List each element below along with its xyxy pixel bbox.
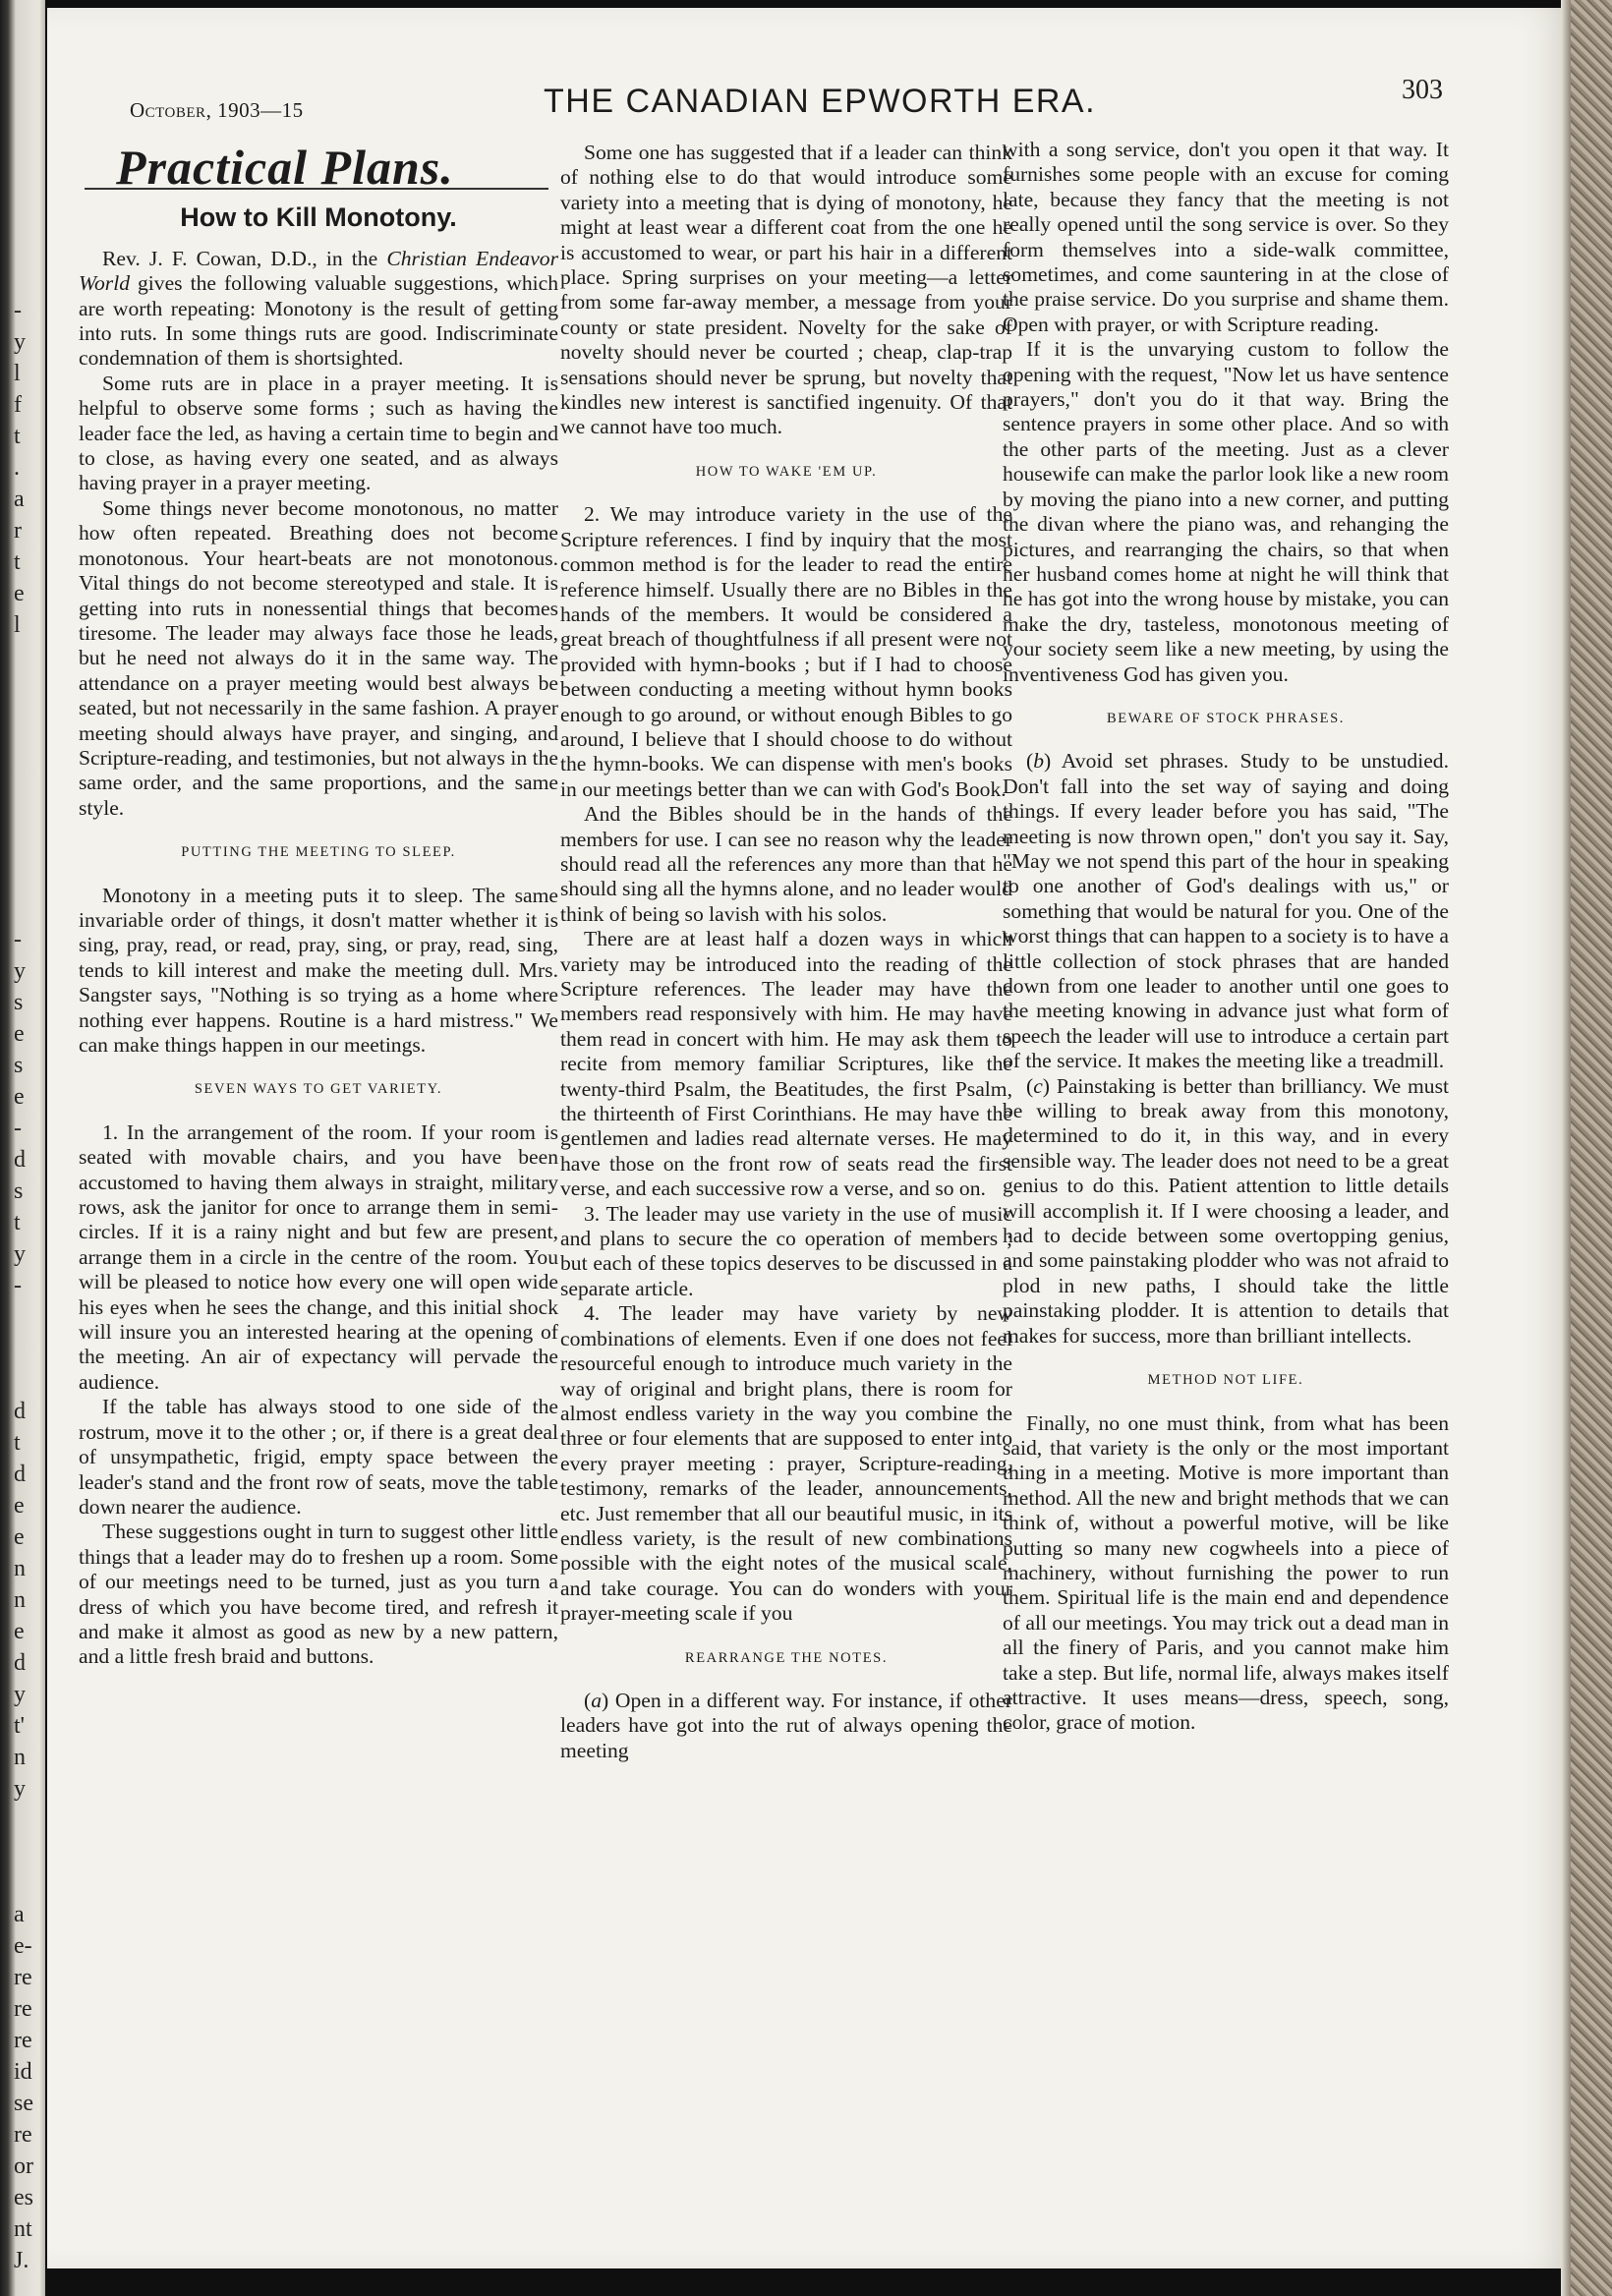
paragraph: Finally, no one must think, from what has been said, that variety is the only or the most important thing in a meeting. Motive is more important than method. All the new and bright methods that we can think of, without a powerful motive, will be like putting so many new cogwheels into a piece of machinery, without furnishing the power to run them. Spiritual life is the main end and dependence of all our meetings. You may trick out a dead man in all the finery of Paris, and you cannot make him take a step. But life, normal life, always makes itself attractive. It uses means—dress, speech, song, color, grace of motion. <box>1003 1410 1449 1735</box>
section-heading: HOW TO WAKE 'EM UP. <box>695 463 878 480</box>
book-binding <box>1571 0 1612 2296</box>
page-number: 303 <box>1402 75 1443 105</box>
section-heading: SEVEN WAYS TO GET VARIETY. <box>194 1081 443 1098</box>
binding-edge <box>1561 0 1571 2296</box>
section-heading: REARRANGE THE NOTES. <box>684 1649 889 1666</box>
article-title: How to Kill Monotony. <box>180 202 457 233</box>
paragraph: Some ruts are in place in a prayer meeting. It is helpful to observe some forms ; such as having the leader face the led, as having a certain time to begin and to close, as having every one seated, and as always having prayer in a prayer meeting. <box>79 371 558 495</box>
column-3 <box>1003 138 1449 1736</box>
previous-page-edge <box>0 0 45 2296</box>
paragraph: (c) Painstaking is better than brilliancy. We must be willing to break away from this monotony, determined to do it, in this way, and in every sensible way. The leader does not need to be a great genius to do this. Patient attention to little details will accomplish it. If I were choosing a leader, and had to decide between some overtopping genius, and some painstaking plodder who was not afraid to plod in new paths, I should take the little painstaking plodder. It is attention to details that makes for success, more than brilliant intellects. <box>1003 1073 1449 1348</box>
paragraph: If it is the unvarying custom to follow the opening with the request, "Now let us have sentence prayers," don't you do it that way. Bring the sentence prayers in some other place. And so with the other parts of the meeting. Just as a clever housewife can make the parlor look like a new room by moving the piano into a new corner, and putting the divan where the piano was, and rehanging the pictures, and rearranging the chairs, so that when her husband comes home at night he will think that he has got into the wrong house by mistake, you can make the dry, tasteless, monotonous meeting of your society seem like a new meeting, by using the inventiveness God has given you. <box>1003 337 1449 686</box>
paragraph: 4. The leader may have variety by new combinations of elements. Even if one does not feel resourceful enough to introduce much variety in the way of original and bright plans, there is room for almost endless variety in the way you combine the three or four elements that are supposed to enter into every prayer meeting : prayer, Scripture-reading, testimony, remarks of the leader, announcements, etc. Just remember that all our beautiful music, in its endless variety, is the result of new combinations possible with the eight notes of the musical scale, and take courage. You can do wonders with your prayer-meeting scale if you <box>560 1301 1012 1626</box>
column-2 <box>560 141 1012 1763</box>
section-heading: METHOD NOT LIFE. <box>1147 1372 1304 1389</box>
paragraph: Monotony in a meeting puts it to sleep. The same invariable order of things, it dosn't matter whether it is sing, pray, read, or read, pray, sing, or pray, read, sing, tends to kill interest and make the meeting dull. Mrs. Sangster says, "Nothing is so trying as a home where nothing ever happens. Routine is a hard mistress." We can make things happen in our meetings. <box>79 883 558 1057</box>
previous-page-margin-text: - y l f t . a r t e l - y s e s e - d s t y - d t d e e n n e d y t' n y a e- re re re id se re or es nt J. <box>14 298 33 2273</box>
paragraph: Rev. J. F. Cowan, D.D., in the Christian Endeavor World gives the following valuable suggestions, which are worth repeating: Monotony is the result of getting into ruts. In some things ruts are good. Indiscriminate condemnation of them is shortsighted. <box>79 246 558 371</box>
paragraph: There are at least half a dozen ways in which variety may be introduced into the reading of the Scripture references. The leader may have the members read responsively with him. He may have them read in concert with him. He may ask them to recite from memory familiar Scriptures, like the twenty-third Psalm, the Beatitudes, the first Psalm, the thirteenth of First Corinthians. He may have the gentlemen and ladies read alternate verses. He may have those on the front row of seats read the first verse, and each successive row a verse, and so on. <box>560 927 1012 1201</box>
paragraph: 2. We may introduce variety in the use of the Scripture references. I find by inquiry that the most common method is for the leader to read the entire reference himself. Usually there are no Bibles in the hands of the members. It would be considered a great breach of thoughtfulness if all present were not provided with hymn-books ; but if I had to choose between conducting a meeting without hymn books enough to go around, or without enough Bibles to go around, I believe that I should choose to do without the hymn-books. We can dispense with men's books in our meetings better than we can with God's Book. <box>560 502 1012 801</box>
paragraph: And the Bibles should be in the hands of the members for use. I can see no reason why the leader should read all the references any more than that he should sing all the hymns alone, and no leader would think of being so lavish with his solos. <box>560 802 1012 926</box>
section-heading: PUTTING THE MEETING TO SLEEP. <box>181 844 456 861</box>
paragraph: Some things never become monotonous, no matter how often repeated. Breathing does not become monotonous. Your heart-beats are not monotonous. Vital things do not become stereotyped and stale. It is getting into ruts in nonessential things that becomes tiresome. The leader may always face those he leads, but he need not always do it in the same way. The attendance on a prayer meeting would best always be seated, but not necessarily in the same fashion. A prayer meeting should always have prayer, and singing, and Scripture-reading, and testimonies, but not always in the same order, and the same proportions, and the same style. <box>79 495 558 820</box>
department-title: Practical Plans. <box>116 140 454 195</box>
section-heading: BEWARE OF STOCK PHRASES. <box>1107 710 1345 726</box>
paragraph: with a song service, don't you open it that way. It furnishes some people with an excuse for coming late, because they fancy that the meeting is not really opened until the song service is over. So they form themselves into a side-walk committee, sometimes, and come sauntering in at the close of the praise service. Do you surprise and shame them. Open with prayer, or with Scripture reading. <box>1003 138 1449 336</box>
column-1 <box>79 140 558 1670</box>
paragraph: 3. The leader may use variety in the use of music and plans to secure the co operation of members ; but each of these topics deserves to be discussed in a separate article. <box>560 1201 1012 1300</box>
paragraph: (a) Open in a different way. For instance, if other leaders have got into the rut of always opening the meeting <box>560 1688 1012 1762</box>
paragraph: If the table has always stood to one side of the rostrum, move it to the other ; or, if there is a great deal of unsympathetic, frigid, empty space between the leader's stand and the front row of seats, move the table down nearer the audience. <box>79 1395 558 1519</box>
paragraph: Some one has suggested that if a leader can think of nothing else to do that would introduce some variety into a meeting that is dying of monotony, he might at least wear a different coat from the one he is accustomed to wear, or part his hair in a different place. Spring surprises on your meeting—a letter from some far-away member, a message from your county or state president. Novelty for the sake of novelty should never be courted ; cheap, clap-trap sensations should never be sprung, but novelty that kindles new interest is sanctified ingenuity. Of that we cannot have too much. <box>560 141 1012 439</box>
paragraph: (b) Avoid set phrases. Study to be unstudied. Don't fall into the set way of saying and doing things. If every leader before you has said, "The meeting is now thrown open," don't you say it. Say, "May we not spend this part of the hour in speaking to one another of God's dealings with us," or something that would be natural for you. One of the worst things that can happen to a society is to have a little collection of stock phrases that are handed down from one leader to another until one goes to the meeting knowing in advance just what form of speech the leader will use to introduce a certain part of the service. It makes the meeting like a treadmill. <box>1003 749 1449 1073</box>
paragraph: 1. In the arrangement of the room. If your room is seated with movable chairs, and you have been accustomed to having them always in straight, military rows, ask the janitor for once to arrange them in semi-circles. If it is a rainy night and but few are present, arrange them in a circle in the centre of the room. You will be pleased to notice how every one will open wide his eyes when he sees the change, and this initial shock will insure you an interested hearing at the opening of the meeting. An air of expectancy will pervade the audience. <box>79 1119 558 1394</box>
paragraph: These suggestions ought in turn to suggest other little things that a leader may do to freshen up a room. Some of our meetings need to be turned, just as you turn a dress of which you have become tired, and refresh it and make it almost as good as new by a new pattern, and a little fresh braid and buttons. <box>79 1520 558 1669</box>
publication-title: THE CANADIAN EPWORTH ERA. <box>544 83 1097 120</box>
issue-date: October, 1903—15 <box>130 98 304 122</box>
